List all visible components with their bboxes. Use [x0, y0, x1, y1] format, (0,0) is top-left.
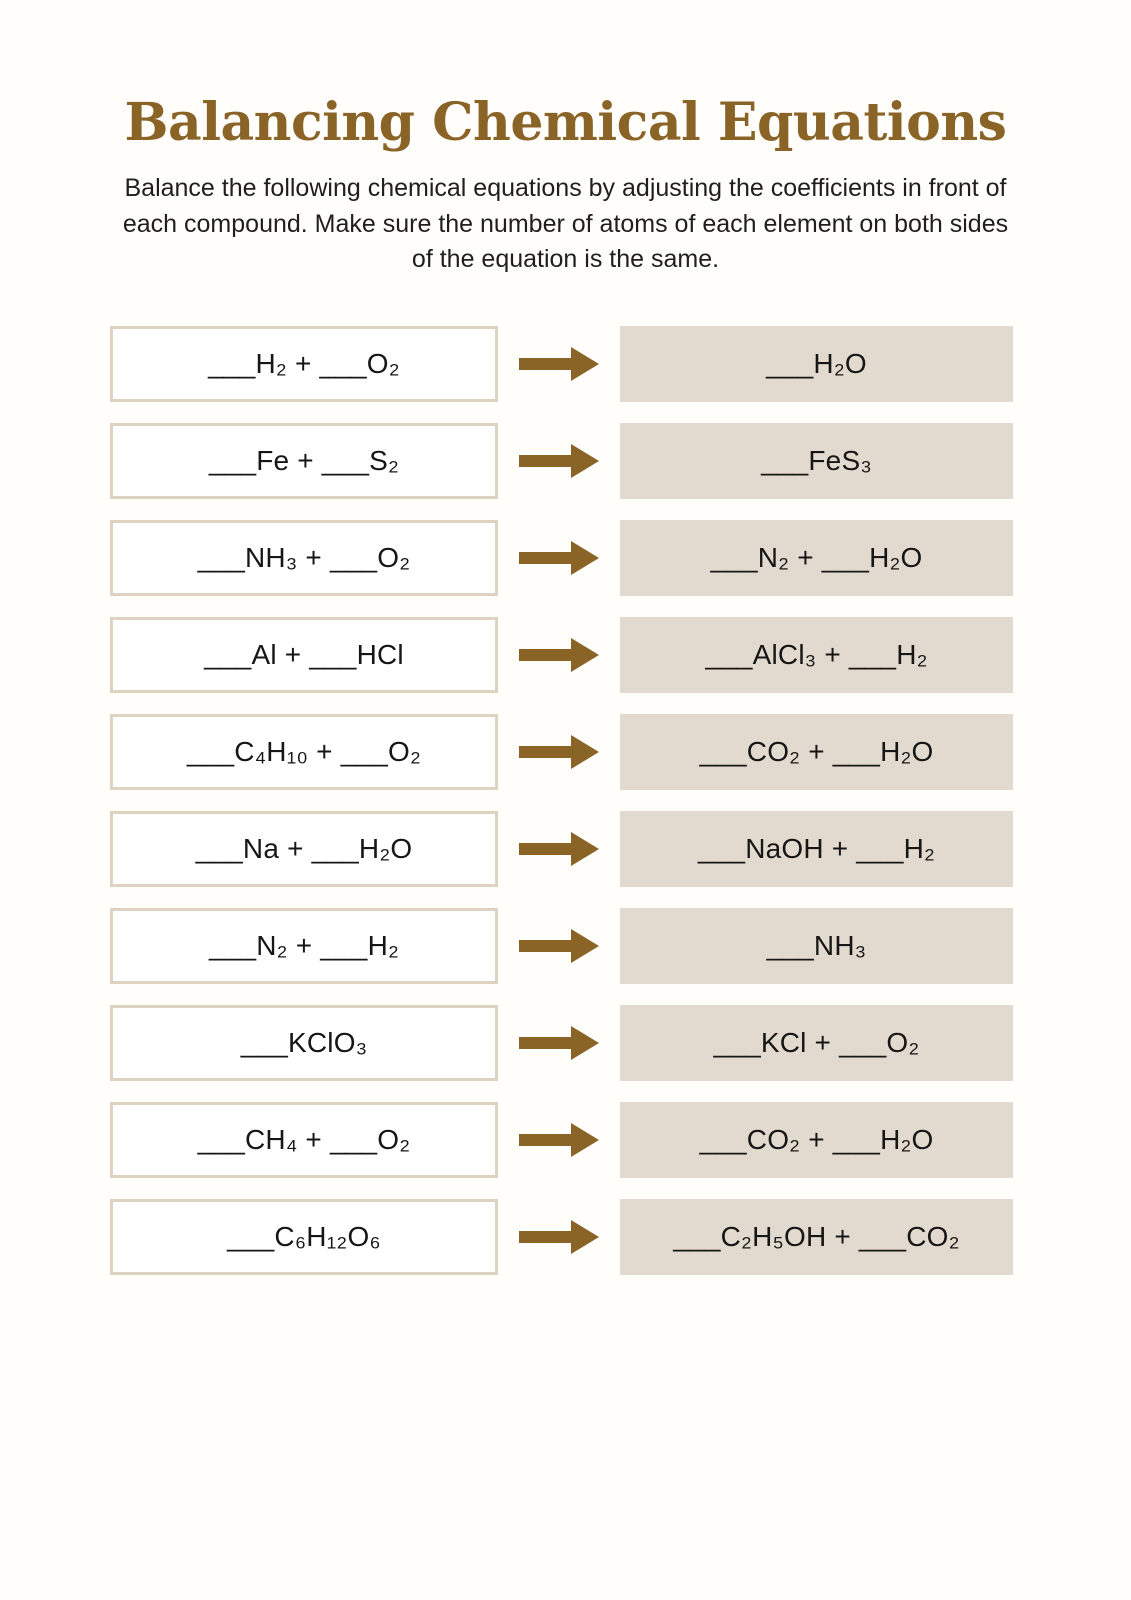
- equation-row: [110, 714, 1021, 790]
- products-field[interactable]: ___AlCl₃ + ___H₂: [620, 617, 1013, 693]
- reactants-field[interactable]: ___C₄H₁₀ + ___O₂: [110, 714, 498, 790]
- products-field[interactable]: ___CO₂ + ___H₂O: [620, 1102, 1013, 1178]
- products-field[interactable]: ___NaOH + ___H₂: [620, 811, 1013, 887]
- right-arrow-icon: [498, 638, 620, 672]
- reactants-field[interactable]: ___NH₃ + ___O₂: [110, 520, 498, 596]
- reactants-field[interactable]: ___H₂ + ___O₂: [110, 326, 498, 402]
- products-field[interactable]: ___H₂O: [620, 326, 1013, 402]
- instructions-text: Balance the following chemical equations by adjusting the coefficients in front of each compound. Make sure the number of atoms of each element on both sides of the equation is the same.: [122, 174, 1009, 273]
- reactants-field[interactable]: ___Na + ___H₂O: [110, 811, 498, 887]
- page-title: Balancing Chemical Equations: [124, 92, 1007, 153]
- products-field[interactable]: ___FeS₃: [620, 423, 1013, 499]
- equation-row: [110, 1102, 1021, 1178]
- products-field[interactable]: ___C₂H₅OH + ___CO₂: [620, 1199, 1013, 1275]
- right-arrow-icon: [498, 1220, 620, 1254]
- right-arrow-icon: [498, 1123, 620, 1157]
- equation-row: [110, 908, 1021, 984]
- right-arrow-icon: [498, 1026, 620, 1060]
- equation-row: [110, 326, 1021, 402]
- equation-row: [110, 423, 1021, 499]
- products-field[interactable]: ___KCl + ___O₂: [620, 1005, 1013, 1081]
- right-arrow-icon: [498, 832, 620, 866]
- reactants-field[interactable]: ___Fe + ___S₂: [110, 423, 498, 499]
- equation-row: [110, 520, 1021, 596]
- equation-row: [110, 1005, 1021, 1081]
- equations-list: [110, 326, 1021, 1275]
- products-field[interactable]: ___NH₃: [620, 908, 1013, 984]
- right-arrow-icon: [498, 347, 620, 381]
- equation-row: [110, 1199, 1021, 1275]
- right-arrow-icon: [498, 929, 620, 963]
- products-field[interactable]: ___CO₂ + ___H₂O: [620, 714, 1013, 790]
- reactants-field[interactable]: ___Al + ___HCl: [110, 617, 498, 693]
- right-arrow-icon: [498, 735, 620, 769]
- reactants-field[interactable]: ___CH₄ + ___O₂: [110, 1102, 498, 1178]
- right-arrow-icon: [498, 444, 620, 478]
- equation-row: [110, 811, 1021, 887]
- reactants-field[interactable]: ___C₆H₁₂O₆: [110, 1199, 498, 1275]
- equation-row: [110, 617, 1021, 693]
- right-arrow-icon: [498, 541, 620, 575]
- reactants-field[interactable]: ___KClO₃: [110, 1005, 498, 1081]
- products-field[interactable]: ___N₂ + ___H₂O: [620, 520, 1013, 596]
- reactants-field[interactable]: ___N₂ + ___H₂: [110, 908, 498, 984]
